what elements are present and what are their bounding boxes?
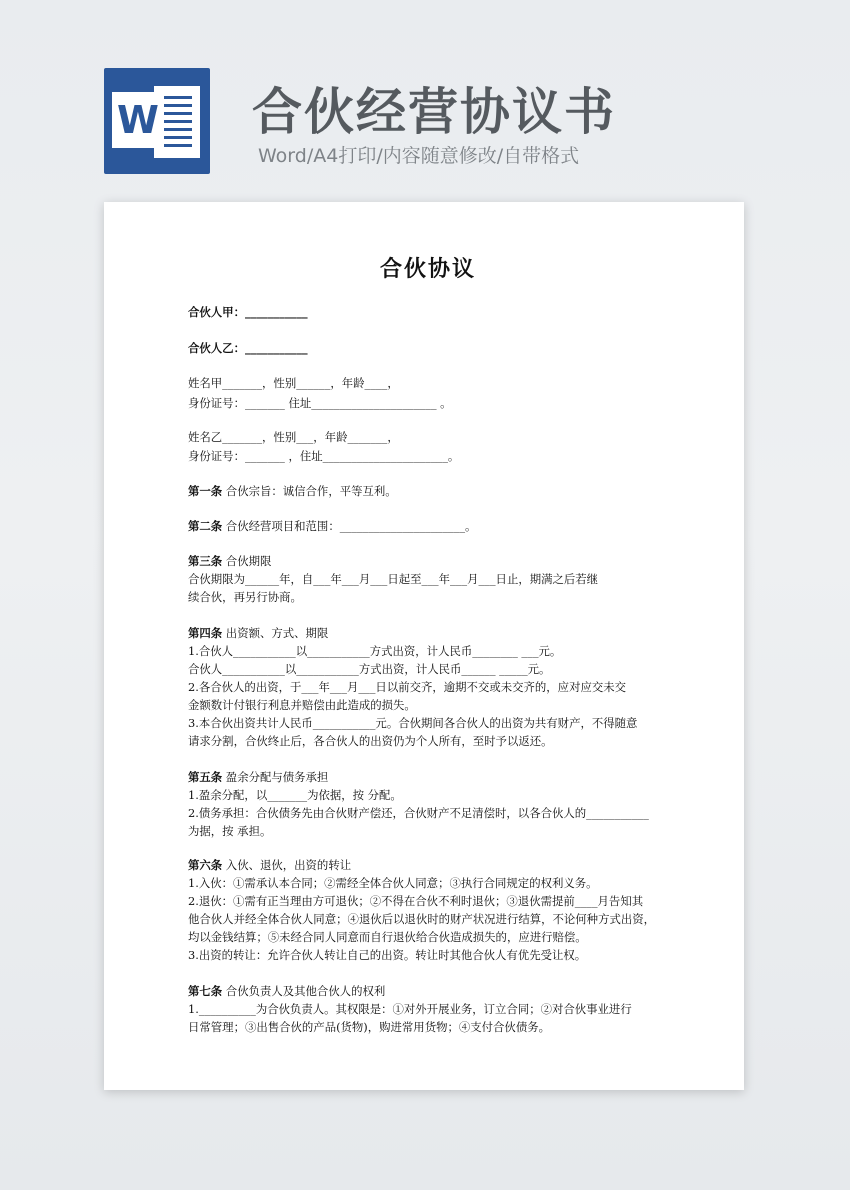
article-line: 续合伙，再另行协商。 (188, 590, 302, 604)
article-line: 2.退伙：①需有正当理由方可退伙；②不得在合伙不利时退伙；③退伙需提前____月告知其 (188, 894, 644, 908)
page-subtitle: Word/A4打印/内容随意修改/自带格式 (258, 145, 580, 167)
article-line: 他合伙人并经全体合伙人同意；④退伙后以退伙时的财产状况进行结算，不论何种方式出资， (188, 912, 656, 926)
article-line: 1.入伙：①需承认本合同；②需经全体合伙人同意；③执行合同规定的权利义务。 (188, 876, 598, 890)
article-6 (188, 856, 668, 874)
article-heading: 第四条 (188, 626, 223, 640)
article-line: 均以金钱结算；⑤未经合同人同意而自行退伙给合伙造成损失的，应进行赔偿。 (188, 930, 587, 944)
article-heading: 第七条 (188, 984, 223, 998)
article-heading: 第五条 (188, 770, 223, 784)
party-b-line: 姓名乙_______，性别___，年龄_______， (188, 430, 399, 444)
article-text: 合伙期限 (222, 554, 272, 568)
article-line: 2.债务承担：合伙债务先由合伙财产偿还，合伙财产不足清偿时，以各合伙人的___________ (188, 806, 649, 820)
article-line: 为据，按 承担。 (188, 824, 272, 838)
article-text: 合伙经营项目和范围：______________________。 (222, 519, 477, 533)
page-title: 合伙经营协议书 (252, 83, 616, 141)
article-5 (188, 768, 668, 786)
article-heading: 第一条 (188, 484, 223, 498)
document-title: 合伙协议 (379, 256, 476, 282)
article-line: 合伙期限为______年，自___年___月___日起至___年___月___日止，期满之后若继 (188, 572, 599, 586)
article-text: 合伙宗旨：诚信合作，平等互利。 (222, 484, 397, 498)
article-line: 3.本合伙出资共计人民币___________元。合伙期间各合伙人的出资为共有财产，不得随意 (188, 716, 638, 730)
article-text: 合伙负责人及其他合伙人的权利 (222, 984, 386, 998)
article-2 (188, 517, 668, 535)
article-line: 1.合伙人___________以___________方式出资，计人民币________ ___元。 (188, 644, 562, 658)
word-icon (104, 68, 210, 174)
party-a-line: 身份证号：_______ 住址______________________ 。 (188, 396, 452, 410)
article-heading: 第六条 (188, 858, 223, 872)
article-line: 3.出资的转让：允许合伙人转让自己的出资。转让时其他合伙人有优先受让权。 (188, 948, 587, 962)
article-heading: 第二条 (188, 519, 223, 533)
article-text: 盈余分配与债务承担 (222, 770, 329, 784)
article-line: 金额数计付银行利息并赔偿由此造成的损失。 (188, 698, 416, 712)
article-line: 2.各合伙人的出资，于___年___月___日以前交齐，逾期不交或未交齐的，应对应交未交 (188, 680, 627, 694)
article-line: 合伙人___________以___________方式出资，计人民币______ _____元。 (188, 662, 551, 676)
party-a-line: 姓名甲_______，性别______，年龄____， (188, 376, 399, 390)
word-letter: W (112, 92, 164, 148)
article-7 (188, 982, 668, 1000)
article-line: 1.__________为合伙负责人。其权限是：①对外开展业务，订立合同；②对合伙事业进行 (188, 1002, 632, 1016)
article-line: 日常管理；③出售合伙的产品(货物)，购进常用货物；④支付合伙债务。 (188, 1020, 550, 1034)
article-text: 入伙、退伙，出资的转让 (222, 858, 352, 872)
party-b-line: 身份证号：_______ ，住址______________________。 (188, 449, 460, 463)
party-b: 合伙人乙：___________ (188, 341, 308, 355)
article-3 (188, 552, 668, 570)
party-a: 合伙人甲：___________ (188, 305, 308, 319)
article-1 (188, 482, 668, 500)
document-page (104, 202, 744, 1090)
article-text: 出资额、方式、期限 (222, 626, 329, 640)
article-heading: 第三条 (188, 554, 223, 568)
article-4 (188, 624, 668, 642)
article-line: 1.盈余分配，以_______为依据，按 分配。 (188, 788, 402, 802)
article-line: 请求分割，合伙终止后，各合伙人的出资仍为个人所有，至时予以返还。 (188, 734, 553, 748)
